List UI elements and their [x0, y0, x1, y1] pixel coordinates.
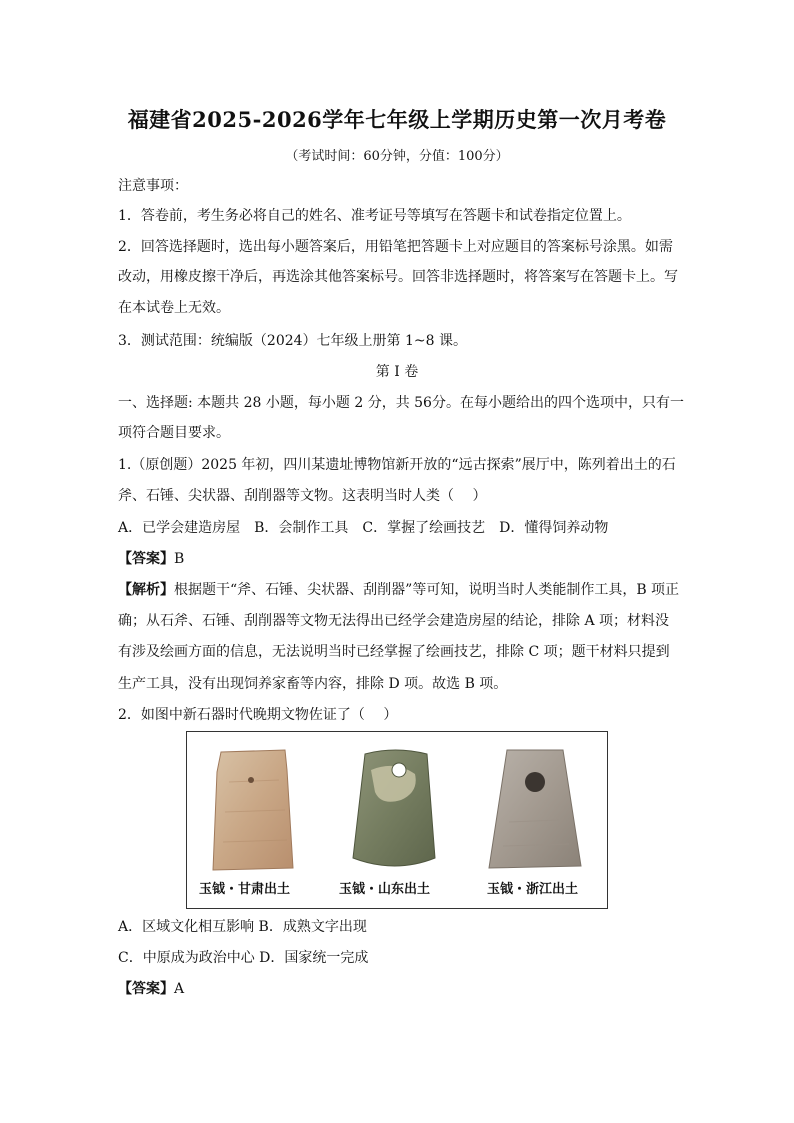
- question-1-options: A．已学会建造房屋 B．会制作工具 C．掌握了绘画技艺 D．懂得饲养动物: [118, 520, 609, 536]
- question-1-answer: [118, 549, 678, 569]
- answer-value: A: [174, 981, 185, 997]
- question-2-options: A．区域文化相互影响 B．成熟文字出现: [118, 919, 367, 935]
- analysis-text: 有涉及绘画方面的信息，无法说明当时已经掌握了绘画技艺，排除 C 项；题干材料只提到: [118, 644, 670, 660]
- jade-axe-shandong-image: [335, 740, 455, 878]
- caption-gansu: 玉钺・甘肃出土: [199, 882, 291, 897]
- page-title: 福建省2025-2026学年七年级上学期历史第一次月考卷: [127, 107, 667, 132]
- answer-value: B: [174, 551, 185, 567]
- question-1-stem: 斧、石锤、尖状器、刮削器等文物。这表明当时人类（ ）: [118, 488, 487, 504]
- question-2-answer: [118, 979, 678, 999]
- answer-label: 【答案】: [118, 981, 174, 997]
- caption-zhejiang: 玉钺・浙江出土: [487, 882, 579, 897]
- section-heading: 一、选择题: 本题共 28 小题，每小题 2 分，共 56分。在每小题给出的四个选项中，只有一: [118, 395, 684, 411]
- caption-shandong: 玉钺・山东出土: [339, 882, 431, 897]
- note-line: 在本试卷上无效。: [118, 300, 230, 316]
- analysis-text: 确；从石斧、石锤、刮削器等文物无法得出已经学会建造房屋的结论，排除 A 项；材料没: [118, 613, 670, 629]
- note-line: 2．回答选择题时，选出每小题答案后，用铅笔把答题卡上对应题目的答案标号涂黑。如需: [118, 239, 673, 255]
- jade-axe-gansu-image: [199, 742, 309, 877]
- jade-axe-zhejiang-image: [479, 742, 594, 877]
- note-line: 改动，用橡皮擦干净后，再选涂其他答案标号。回答非选择题时，将答案写在答题卡上。写: [118, 269, 678, 285]
- volume-label: 第 I 卷: [375, 364, 419, 380]
- analysis-label: 【解析】: [118, 582, 174, 598]
- question-1-analysis: [118, 580, 678, 600]
- question-2-options: C．中原成为政治中心 D．国家统一完成: [118, 950, 369, 966]
- artifact-figure: [186, 731, 608, 909]
- question-1-stem: 1.（原创题）2025 年初，四川某遗址博物馆新开放的“远古探索”展厅中，陈列着出土的石: [118, 457, 676, 473]
- analysis-text: 根据题干“斧、石锤、尖状器、刮削器”等可知，说明当时人类能制作工具，B 项正: [174, 582, 680, 598]
- note-line: 3．测试范围：统编版（2024）七年级上册第 1~8 课。: [118, 333, 467, 349]
- note-line: 1．答卷前，考生务必将自己的姓名、准考证号等填写在答题卡和试卷指定位置上。: [118, 208, 631, 224]
- exam-info: （考试时间：60分钟，分值：100分）: [285, 149, 509, 164]
- notes-heading: 注意事项：: [118, 178, 188, 194]
- analysis-text: 生产工具，没有出现饲养家畜等内容，排除 D 项。故选 B 项。: [118, 676, 508, 692]
- answer-label: 【答案】: [118, 551, 174, 567]
- question-2-stem: 2．如图中新石器时代晚期文物佐证了（ ）: [118, 707, 398, 723]
- section-heading: 项符合题目要求。: [118, 425, 230, 441]
